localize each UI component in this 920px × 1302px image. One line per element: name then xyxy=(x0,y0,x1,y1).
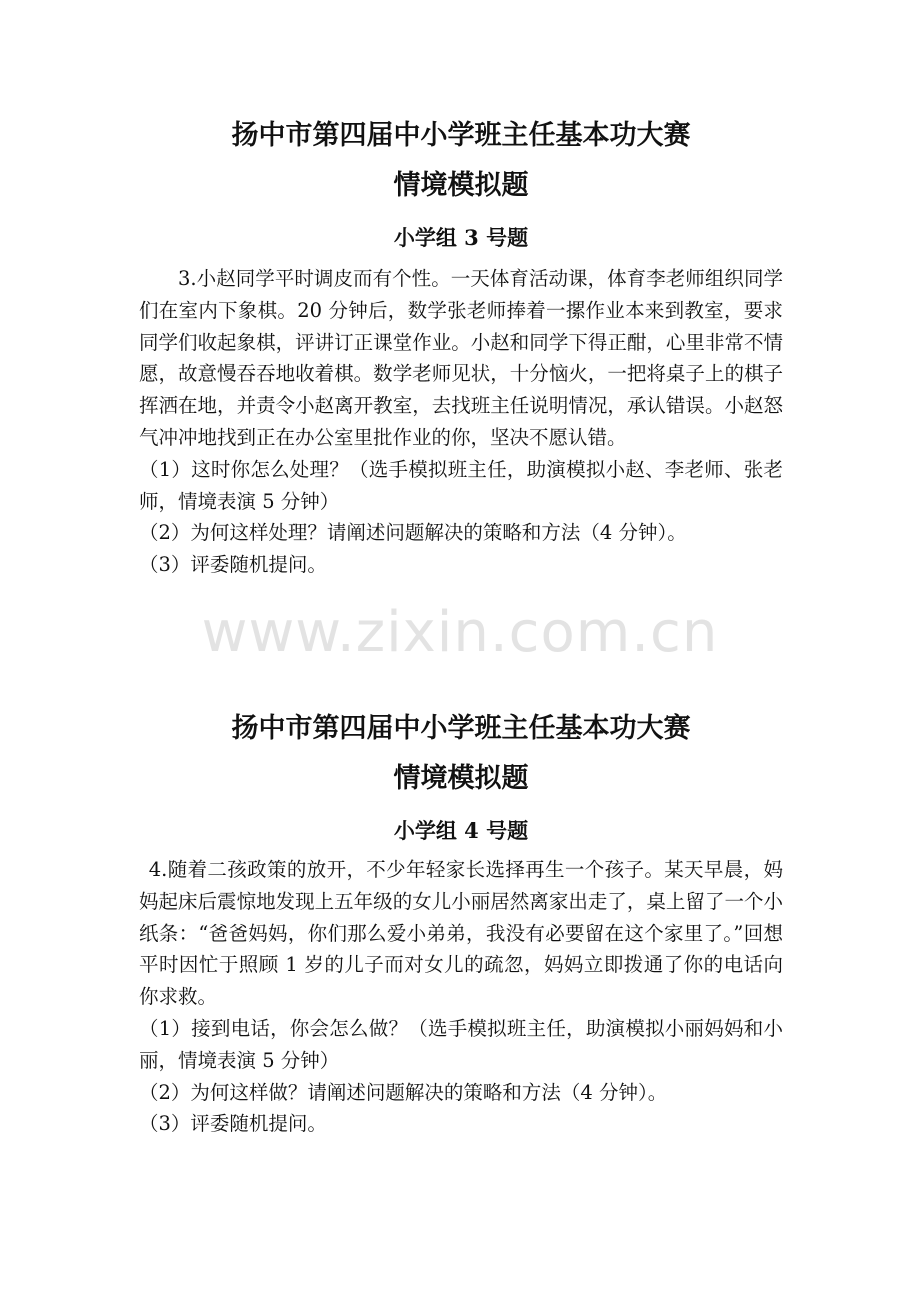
question-section-3 xyxy=(139,113,783,581)
scenario-text: 4.随着二孩政策的放开，不少年轻家长选择再生一个孩子。某天早晨，妈妈起床后震惊地发现上五年级的女儿小丽居然离家出走了，桌上留了一个小纸条：“爸爸妈妈，你们那么爱小弟弟，我没有必要留在这个家里了。”回想平时因忙于照顾 1 岁的儿子而对女儿的疏忽，妈妈立即拨通了你的电话向你求救。 xyxy=(139,858,783,1009)
question-item-3: （3）评委随机提问。 xyxy=(139,553,327,577)
scenario-text: 3.小赵同学平时调皮而有个性。一天体育活动课，体育李老师组织同学们在室内下象棋。20 分钟后，数学张老师捧着一摞作业本来到教室，要求同学们收起象棋，评讲订正课堂作业。小赵和同学下得正酣，心里非常不情愿，故意慢吞吞地收着棋。数学老师见状，十分恼火，一把将桌子上的棋子挥洒在地，并责令小赵离开教室，去找班主任说明情况，承认错误。小赵怒气冲冲地找到正在办公室里批作业的你，坚决不愿认错。 xyxy=(139,267,783,449)
question-group-title: 小学组 4 号题 xyxy=(393,818,529,843)
question-item-3: （3）评委随机提问。 xyxy=(139,1112,327,1136)
question-item-2: （2）为何这样做？请阐述问题解决的策略和方法（4 分钟）。 xyxy=(139,1080,668,1104)
question-section-4 xyxy=(139,706,783,1140)
contest-title: 扬中市第四届中小学班主任基本功大赛 xyxy=(231,120,691,151)
question-item-1: （1）接到电话，你会怎么做？（选手模拟班主任，助演模拟小丽妈妈和小丽，情境表演 5 分钟） xyxy=(139,1016,783,1072)
question-group-title: 小学组 3 号题 xyxy=(393,225,529,250)
watermark: www.zixin.com.cn xyxy=(201,600,719,665)
question-item-1: （1）这时你怎么处理？（选手模拟班主任，助演模拟小赵、李老师、张老师，情境表演 5 分钟） xyxy=(139,457,783,513)
question-item-2: （2）为何这样处理？请阐述问题解决的策略和方法（4 分钟）。 xyxy=(139,521,687,545)
contest-title: 扬中市第四届中小学班主任基本功大赛 xyxy=(231,713,691,744)
contest-subtitle: 情境模拟题 xyxy=(393,763,529,794)
contest-subtitle: 情境模拟题 xyxy=(393,170,529,201)
